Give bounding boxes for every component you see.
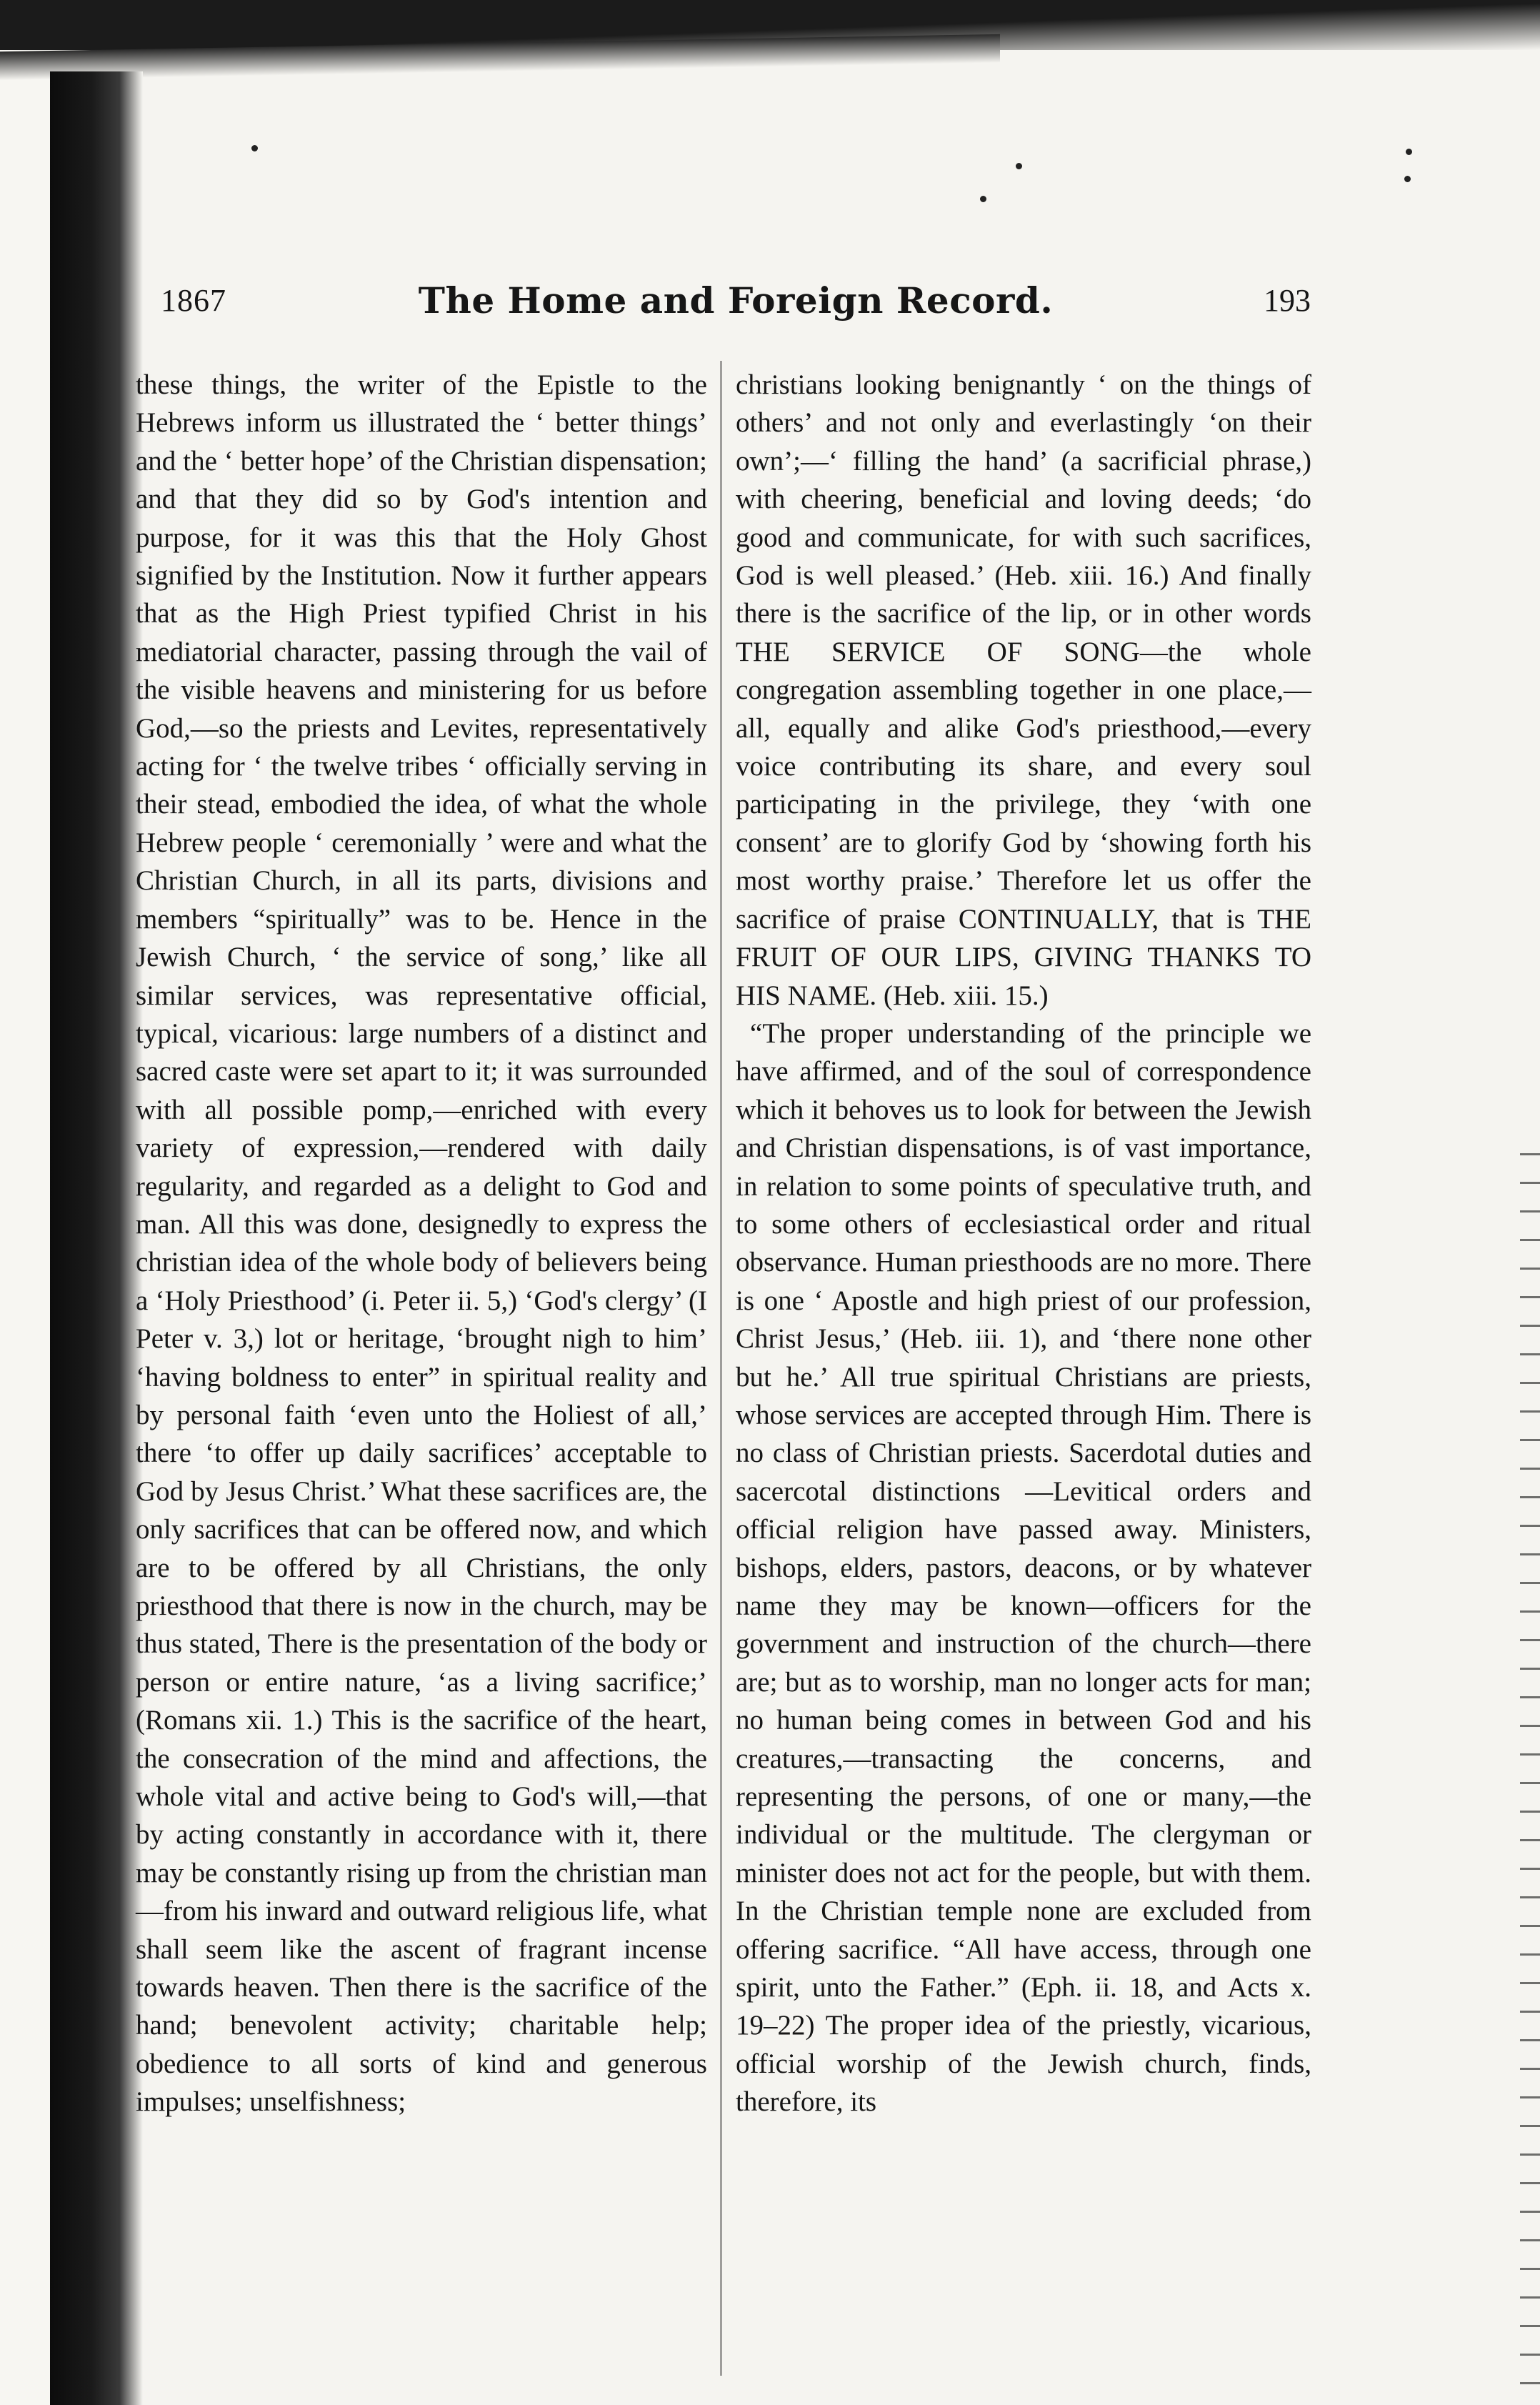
paragraph: christians looking benignantly ‘ on the things of others’ and not only and everlastingly ‘on their own’;—‘ filling the hand’ (a sacrificial phrase,) with cheering, beneficial and loving deeds; ‘do good and communicate, for with such sacrifices, God is well pleased.’ (Heb. xiii. 16.) And finally there is the sacrifice of the lip, or in other words THE SERVICE OF SONG—the whole congregation assembling together in one place,—all, equally and alike God's priesthood,—every voice contributing its share, and every soul participating in the privilege, they ‘with one consent’ are to glorify God by ‘showing forth his most worthy praise.’ Therefore let us offer the sacrifice of praise CONTINUALLY, that is THE FRUIT OF OUR LIPS, GIVING THANKS TO HIS NAME. (Heb. xiii. 15.)	[736, 369, 1311, 1011]
column-divider	[720, 361, 722, 2376]
running-header	[161, 279, 1311, 332]
scan-speck	[1016, 163, 1022, 169]
journal-title: The Home and Foreign Record.	[418, 279, 1054, 322]
scan-right-edge	[1520, 1143, 1540, 2405]
scan-speck	[980, 196, 986, 202]
scan-speck	[251, 145, 258, 151]
page-number: 193	[1264, 283, 1311, 318]
header-year: 1867	[161, 283, 226, 318]
book-binding-shadow	[50, 71, 143, 2405]
scan-speck	[1404, 176, 1411, 182]
page-margin	[0, 0, 51, 2405]
paragraph: these things, the writer of the Epistle to the Hebrews inform us illustrated the ‘ better things’ and the ‘ better hope’ of the Christian dispensation; and that they did so by God's intention and purpose, for it was this that the Holy Ghost signified by the Institution. Now it further appears that as the High Priest typified Christ in his mediatorial character, passing through the vail of the visible heavens and ministering for us before God,—so the priests and Levites, representatively acting for ‘ the twelve tribes ‘ officially serving in their stead, embodied the idea, of what the whole Hebrew people ‘ ceremonially ’ were and what the Christian Church, in all its parts, divisions and members “spiritually” was to be. Hence in the Jewish Church, ‘ the service of song,’ like all similar services, was representative official, typical, vicarious: large numbers of a distinct and sacred caste were set apart to it; it was surrounded with all possible pomp,—enriched with every variety of expression,—rendered with daily regularity, and regarded as a delight to God and man. All this was done, designedly to express the christian idea of the whole body of believers being a ‘Holy Priesthood’ (i. Peter ii. 5,) ‘God's clergy’ (I Peter v. 3,) lot or heritage, ‘brought nigh to him’ ‘having boldness to enter” in spiritual reality and by personal faith ‘even unto the Holiest of all,’ there ‘to offer up daily sacrifices’ acceptable to God by Jesus Christ.’ What these sacrifices are, the only sacrifices that can be offered now, and which are to be offered by all Christians, the only priesthood that there is now in the church, may be thus stated, There is the presentation of the body or person or entire nature, ‘as a living sacrifice;’ (Romans xii. 1.) This is the sacrifice of the heart, the consecration of the mind and affections, the whole vital and active being to God's will,—that by acting constantly in accordance with it, there may be constantly rising up from the christian man—from his inward and outward religious life, what shall seem like the ascent of fragrant incense towards heaven. Then there is the sacrifice of the hand; benevolent activity; charitable help; obedience to all sorts of kind and generous impulses; unselfishness;	[136, 369, 707, 2118]
right-column	[736, 366, 1311, 2121]
scan-speck	[1406, 149, 1412, 155]
left-column	[136, 366, 707, 2121]
paragraph: “The proper understanding of the principle we have affirmed, and of the soul of correspondence which it behoves us to look for between the Jewish and Christian dispensations, is of vast importance, in relation to some points of speculative truth, and to some others of ecclesiastical order and ritual observance. Human priesthoods are no more. There is one ‘ Apostle and high priest of our profession, Christ Jesus,’ (Heb. iii. 1), and ‘there none other but he.’ All true spiritual Christians are priests, whose services are accepted through Him. There is no class of Christian priests. Sacerdotal duties and sacercotal distinctions —Levitical orders and official religion have passed away. Ministers, bishops, elders, pastors, deacons, or by whatever name they may be known—officers for the government and instruction of the church—there are; but as to worship, man no longer acts for man; no human being comes in between God and his creatures,—transacting the concerns, and representing the persons, of one or many,—the individual or the multitude. The clergyman or minister does not act for the people, but with them. In the Christian temple none are excluded from offering sacrifice. “All have access, through one spirit, unto the Father.” (Eph. ii. 18, and Acts x. 19–22) The proper idea of the priestly, vicarious, official worship of the Jewish church, finds, therefore, its	[736, 1017, 1311, 2118]
